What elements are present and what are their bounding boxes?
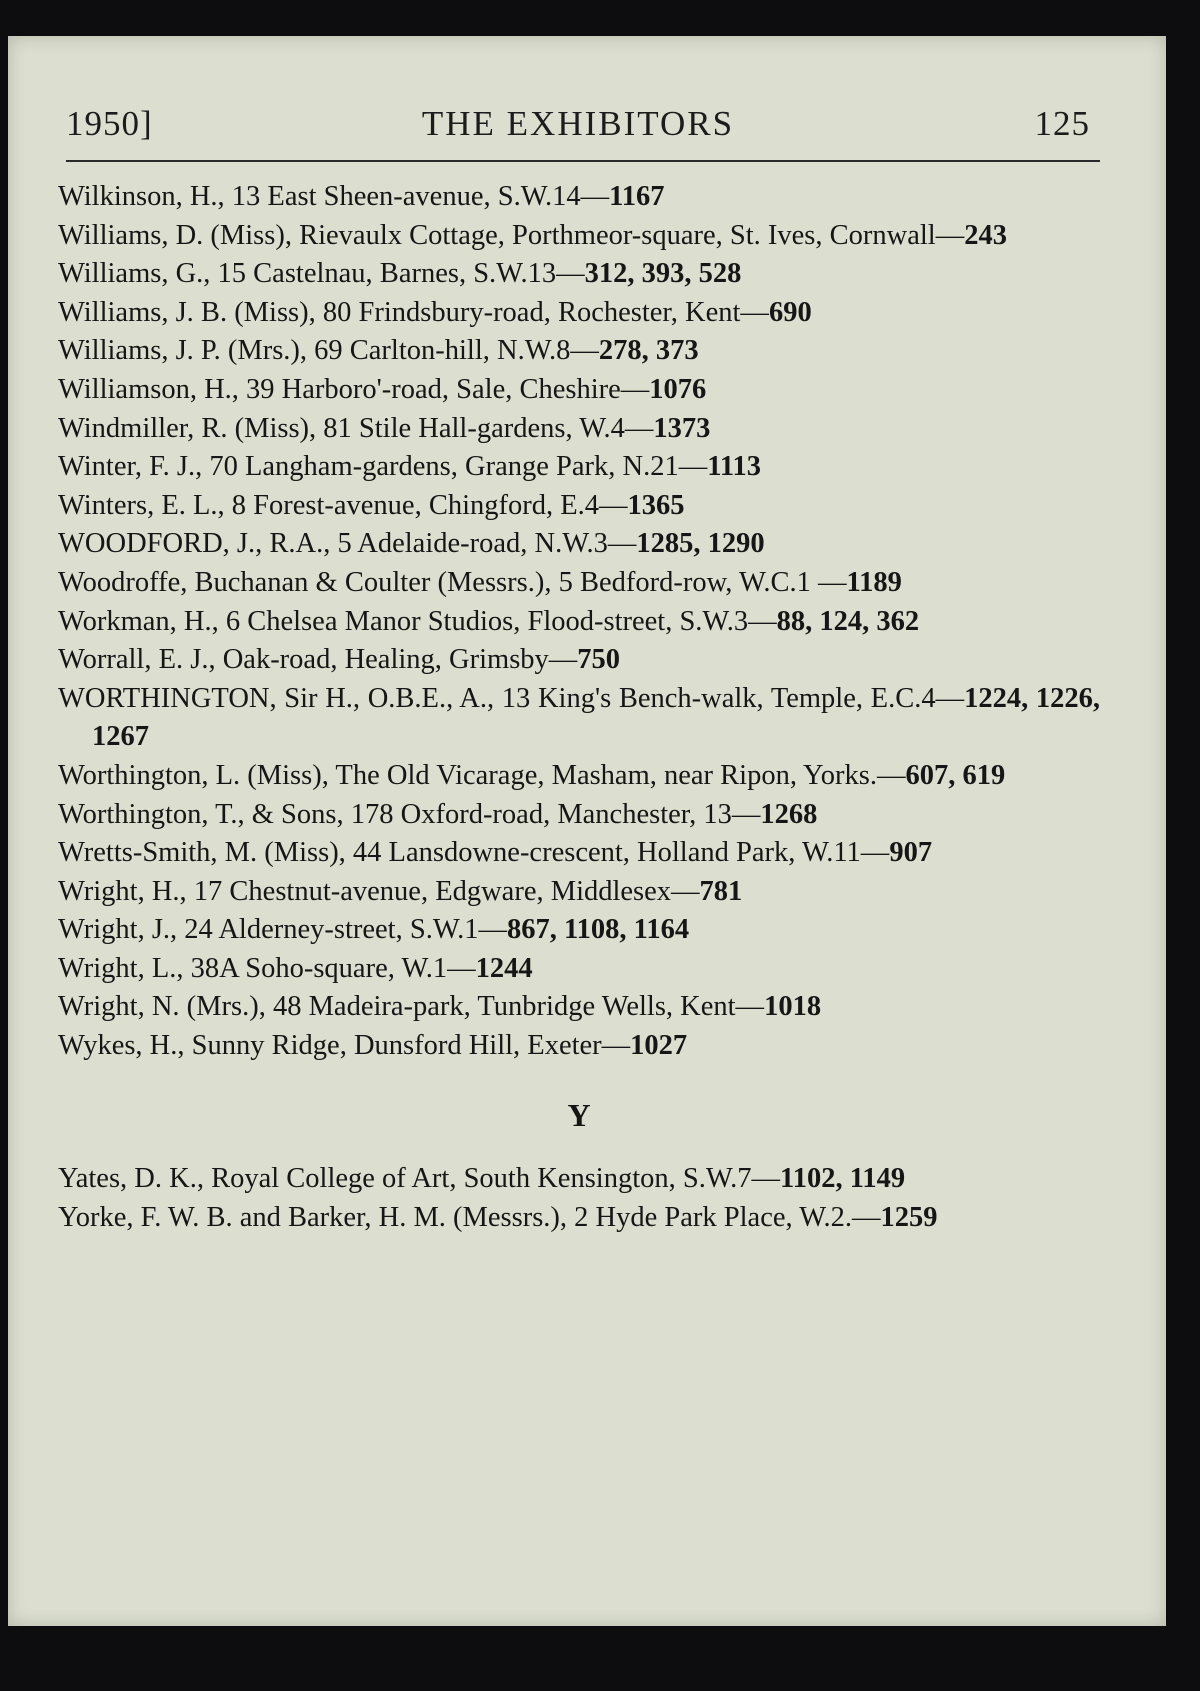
catalogue-numbers: 867, 1108, 1164 bbox=[507, 914, 690, 946]
catalogue-numbers: 1167 bbox=[609, 181, 665, 212]
exhibitor-entry bbox=[58, 834, 1100, 873]
entry-text: Wright, H., 17 Chestnut-avenue, Edgware, Middlesex— bbox=[58, 875, 700, 907]
entry-text: Workman, H., 6 Chelsea Manor Studios, Flood-street, S.W.3— bbox=[58, 605, 777, 637]
exhibitor-entry bbox=[58, 255, 1100, 294]
catalogue-numbers: 278, 373 bbox=[598, 335, 699, 367]
catalogue-numbers: 1027 bbox=[630, 1030, 688, 1062]
header-year: 1950] bbox=[66, 104, 153, 143]
exhibitor-entry bbox=[58, 371, 1100, 410]
exhibitor-entry bbox=[58, 1027, 1100, 1066]
entry-text: Williams, D. (Miss), Rievaulx Cottage, Porthmeor-square, St. Ives, Cornwall— bbox=[58, 219, 965, 251]
exhibitor-entry bbox=[58, 448, 1100, 487]
entry-text: Worthington, L. (Miss), The Old Vicarage, Masham, near Ripon, Yorks.— bbox=[58, 759, 906, 791]
exhibitor-entry bbox=[58, 757, 1100, 796]
exhibitor-entry bbox=[58, 796, 1100, 835]
catalogue-numbers: 690 bbox=[768, 296, 812, 328]
exhibitor-entry bbox=[58, 1160, 1100, 1199]
exhibitor-entry bbox=[58, 911, 1100, 950]
catalogue-numbers: 1244 bbox=[475, 952, 533, 984]
entry-text: Wright, N. (Mrs.), 48 Madeira-park, Tunbridge Wells, Kent— bbox=[58, 991, 765, 1023]
catalogue-numbers: 1189 bbox=[846, 566, 902, 598]
entry-text: Williamson, H., 39 Harboro'-road, Sale, Cheshire— bbox=[58, 373, 650, 405]
exhibitor-entry bbox=[58, 487, 1100, 526]
entry-text: WOODFORD, J., R.A., 5 Adelaide-road, N.W.3— bbox=[58, 528, 637, 560]
entry-text: Windmiller, R. (Miss), 81 Stile Hall-gardens, W.4— bbox=[58, 412, 654, 444]
header-rule bbox=[66, 160, 1100, 162]
exhibitor-entry bbox=[58, 988, 1100, 1027]
entry-text: Worrall, E. J., Oak-road, Healing, Grimsby— bbox=[58, 644, 578, 676]
page-title: THE EXHIBITORS bbox=[421, 104, 735, 143]
exhibitor-entry bbox=[58, 1199, 1100, 1238]
entry-text: Woodroffe, Buchanan & Coulter (Messrs.), 5 Bedford-row, W.C.1 — bbox=[58, 566, 847, 598]
entry-text: Wright, L., 38A Soho-square, W.1— bbox=[58, 952, 476, 984]
entry-text: Williams, J. B. (Miss), 80 Frindsbury-road, Rochester, Kent— bbox=[58, 296, 769, 328]
exhibitor-entry bbox=[58, 564, 1100, 603]
entry-text: Winters, E. L., 8 Forest-avenue, Chingford, E.4— bbox=[58, 489, 628, 521]
exhibitor-entry bbox=[58, 680, 1100, 757]
entry-text: Williams, J. P. (Mrs.), 69 Carlton-hill, N.W.8— bbox=[58, 335, 599, 367]
catalogue-numbers: 607, 619 bbox=[905, 759, 1006, 791]
catalogue-numbers: 1259 bbox=[880, 1201, 938, 1233]
exhibitor-entry bbox=[58, 603, 1100, 642]
catalogue-numbers: 312, 393, 528 bbox=[584, 258, 742, 290]
catalogue-numbers: 1018 bbox=[764, 991, 822, 1023]
entry-text: Winter, F. J., 70 Langham-gardens, Grange Park, N.21— bbox=[58, 451, 708, 483]
entry-text: WORTHINGTON, Sir H., O.B.E., A., 13 King's Bench-walk, Temple, E.C.4— bbox=[58, 682, 965, 714]
exhibitor-entry bbox=[58, 294, 1100, 333]
entry-text: Williams, G., 15 Castelnau, Barnes, S.W.13— bbox=[58, 258, 585, 290]
entry-text: Worthington, T., & Sons, 178 Oxford-road, Manchester, 13— bbox=[58, 798, 761, 830]
page-number: 125 bbox=[1034, 104, 1090, 143]
catalogue-numbers: 907 bbox=[889, 837, 933, 869]
entry-text: Yates, D. K., Royal College of Art, South Kensington, S.W.7— bbox=[58, 1163, 781, 1195]
catalogue-numbers: 1373 bbox=[653, 412, 711, 444]
catalogue-numbers: 88, 124, 362 bbox=[776, 605, 920, 637]
catalogue-numbers: 1224, 1226, 1267 bbox=[92, 682, 1101, 753]
entry-text: Wilkinson, H., 13 East Sheen-avenue, S.W.14— bbox=[58, 181, 610, 212]
section-heading-y: Y bbox=[567, 1096, 591, 1133]
exhibitor-entry bbox=[58, 217, 1100, 256]
catalogue-numbers: 1285, 1290 bbox=[636, 528, 765, 560]
catalogue-numbers: 781 bbox=[699, 875, 743, 907]
exhibitor-entry bbox=[58, 950, 1100, 989]
exhibitor-entry bbox=[58, 641, 1100, 680]
catalogue-numbers: 1102, 1149 bbox=[780, 1163, 906, 1195]
section-y-entries bbox=[58, 1160, 1100, 1237]
exhibitor-entry bbox=[58, 525, 1100, 564]
catalogue-numbers: 1076 bbox=[649, 373, 707, 405]
exhibitor-entry bbox=[58, 873, 1100, 912]
section-w-entries bbox=[58, 178, 1100, 1066]
entry-text: Wright, J., 24 Alderney-street, S.W.1— bbox=[58, 914, 507, 946]
catalogue-numbers: 1365 bbox=[627, 489, 685, 521]
exhibitor-entry bbox=[58, 332, 1100, 371]
exhibitor-list bbox=[58, 178, 1100, 1237]
exhibitor-entry bbox=[58, 410, 1100, 449]
page-header bbox=[66, 104, 1090, 164]
exhibitor-entry bbox=[58, 178, 1100, 217]
catalogue-numbers: 1113 bbox=[707, 451, 762, 483]
entry-text: Wretts-Smith, M. (Miss), 44 Lansdowne-crescent, Holland Park, W.11— bbox=[58, 837, 890, 869]
catalogue-numbers: 243 bbox=[964, 219, 1007, 251]
entry-text: Yorke, F. W. B. and Barker, H. M. (Messrs.), 2 Hyde Park Place, W.2.— bbox=[58, 1201, 881, 1233]
catalogue-numbers: 750 bbox=[577, 644, 621, 676]
entry-text: Wykes, H., Sunny Ridge, Dunsford Hill, Exeter— bbox=[58, 1030, 631, 1062]
catalogue-numbers: 1268 bbox=[760, 798, 818, 830]
